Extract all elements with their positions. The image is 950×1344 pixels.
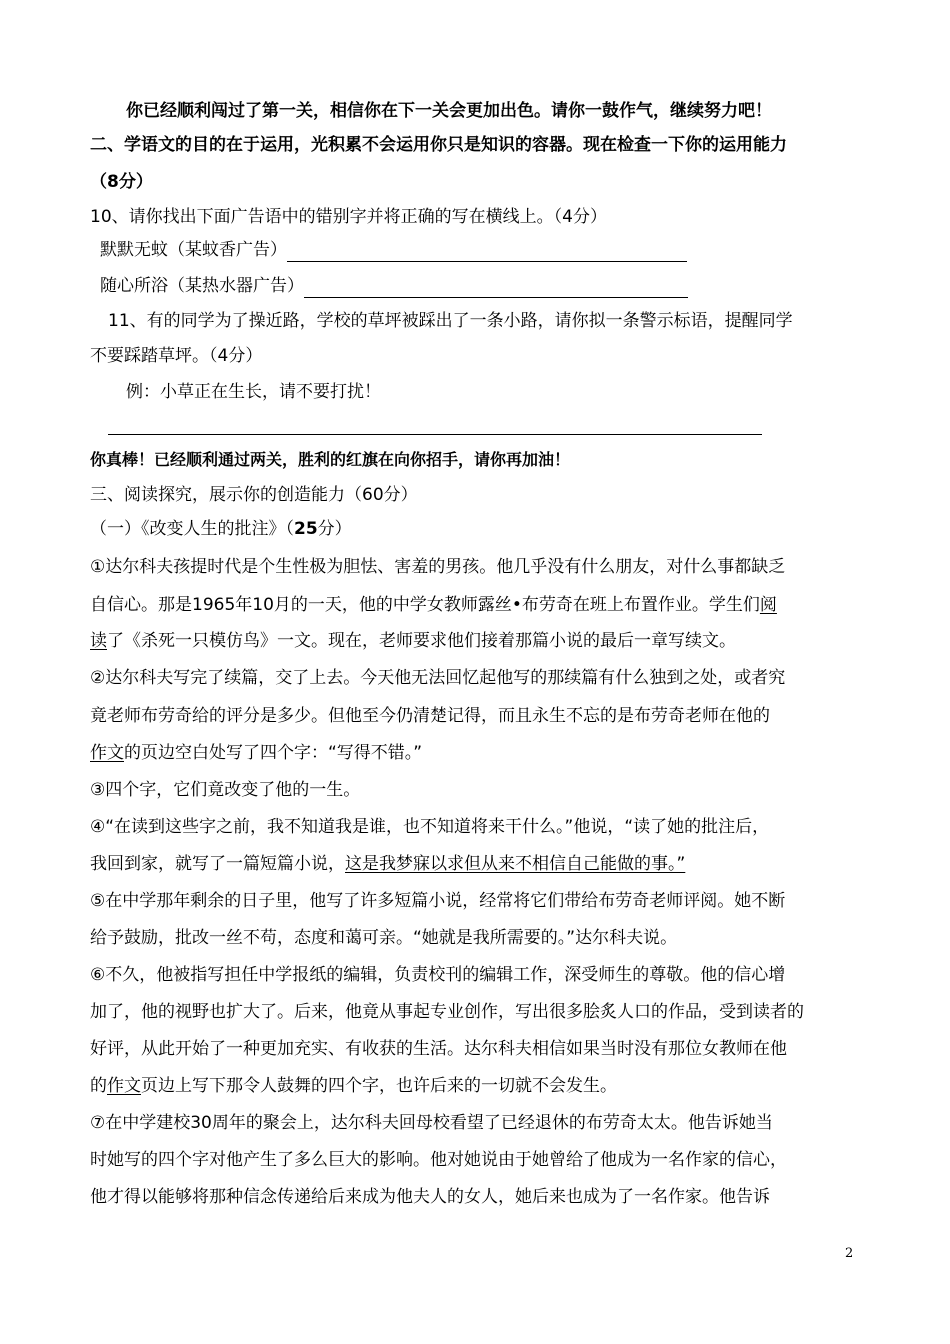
answer-blank-1[interactable] bbox=[287, 243, 687, 262]
paragraph-4-line-1: ④“在读到这些字之前，我不知道我是谁，也不知道将来干什么。”他说，“读了她的批注后， bbox=[90, 817, 770, 837]
paragraph-2-line-3-text: 的页边空白处写了四个字：“写得不错。” bbox=[124, 743, 423, 763]
underlined-word: 阅 bbox=[759, 595, 777, 615]
answer-blank-2[interactable] bbox=[304, 279, 688, 298]
section-3-title: 三、阅读探究，展示你的创造能力（60分） bbox=[90, 485, 418, 505]
underlined-sentence: 这是我梦寐以求但从来不相信自己能做的事。” bbox=[345, 854, 686, 874]
paragraph-1-line-1: ①达尔科夫孩提时代是个生性极为胆怯、害羞的男孩。他几乎没有什么朋友，对什么事都缺乏 bbox=[90, 557, 786, 577]
question-10-item-1 bbox=[100, 238, 880, 262]
paragraph-5-line-2: 给予鼓励，批改一丝不苟，态度和蔼可亲。“她就是我所需要的。”达尔科夫说。 bbox=[90, 928, 678, 948]
paragraph-7-line-3: 他才得以能够将那种信念传递给后来成为他夫人的女人，她后来也成为了一名作家。他告诉 bbox=[90, 1187, 770, 1207]
question-11-prompt-line-1: 11、有的同学为了操近路，学校的草坪被踩出了一条小路，请你拟一条警示标语，提醒同学 bbox=[108, 311, 793, 331]
paragraph-2-line-3 bbox=[90, 741, 870, 765]
question-10-item-2 bbox=[100, 274, 880, 298]
paragraph-2-line-2: 竟老师布劳奇给的评分是多少。但他至今仍清楚记得，而且永生不忘的是布劳奇老师在他的 bbox=[90, 706, 770, 726]
question-11-prompt-line-2: 不要踩踏草坪。（4分） bbox=[90, 346, 263, 366]
paragraph-6-line-1: ⑥不久，他被指写担任中学报纸的编辑，负责校刊的编辑工作，深受师生的尊敬。他的信心增 bbox=[90, 965, 786, 985]
encouragement-line-1: 你已经顺利闯过了第一关，相信你在下一关会更加出色。请你一鼓作气，继续努力吧！ bbox=[126, 101, 772, 121]
paragraph-1-line-3 bbox=[90, 629, 870, 653]
paragraph-1-line-3-text: 了《杀死一只模仿鸟》一文。现在，老师要求他们接着那篇小说的最后一章写续文。 bbox=[107, 631, 736, 651]
answer-line-11[interactable] bbox=[108, 434, 762, 435]
reading-1-title bbox=[90, 517, 870, 541]
paragraph-7-line-2: 时她写的四个字对他产生了多么巨大的影响。他对她说由于她曾给了他成为一名作家的信心， bbox=[90, 1150, 787, 1170]
underlined-word: 读 bbox=[90, 631, 107, 651]
paragraph-5-line-1: ⑤在中学那年剩余的日子里，他写了许多短篇小说，经常将它们带给布劳奇老师评阅。她不断 bbox=[90, 891, 786, 911]
paragraph-1-line-2 bbox=[90, 593, 870, 617]
encouragement-line-2: 你真棒！已经顺利通过两关，胜利的红旗在向你招手，请你再加油！ bbox=[90, 450, 571, 469]
paragraph-3: ③四个字，它们竟改变了他的一生。 bbox=[90, 780, 361, 800]
reading-1-score: 25 bbox=[294, 519, 318, 539]
paragraph-6-line-4 bbox=[90, 1074, 870, 1098]
question-10-item-1-text: 默默无蚊（某蚊香广告） bbox=[100, 240, 287, 260]
paragraph-6-line-3: 好评，从此开始了一种更加充实、有收获的生活。达尔科夫相信如果当时没有那位女教师在他 bbox=[90, 1039, 787, 1059]
reading-1-title-end: 分） bbox=[317, 519, 352, 539]
paragraph-4-line-2 bbox=[90, 852, 870, 876]
paragraph-7-line-1: ⑦在中学建校30周年的聚会上，达尔科夫回母校看望了已经退休的布劳奇太太。他告诉她当 bbox=[90, 1113, 773, 1133]
question-10-item-2-text: 随心所浴（某热水器广告） bbox=[100, 276, 304, 296]
section-2-title: 二、学语文的目的在于运用，光积累不会运用你只是知识的容器。现在检查一下你的运用能力 bbox=[90, 135, 787, 155]
paragraph-6-line-4-start: 的 bbox=[90, 1076, 107, 1096]
question-11-example: 例：小草正在生长，请不要打扰！ bbox=[126, 382, 381, 402]
underlined-word: 作文 bbox=[107, 1076, 141, 1096]
paragraph-6-line-4-text: 页边上写下那令人鼓舞的四个字，也许后来的一切就不会发生。 bbox=[141, 1076, 617, 1096]
paragraph-2-line-1: ②达尔科夫写完了续篇，交了上去。今天他无法回忆起他写的那续篇有什么独到之处，或者究 bbox=[90, 668, 786, 688]
section-2-score: （8分） bbox=[90, 172, 153, 192]
underlined-word: 作文 bbox=[90, 743, 124, 763]
question-10-prompt: 10、请你找出下面广告语中的错别字并将正确的写在横线上。（4分） bbox=[90, 207, 607, 227]
page-number: 2 bbox=[845, 1246, 854, 1261]
paragraph-1-line-2-text: 自信心。那是1965年10月的一天，他的中学女教师露丝•布劳奇在班上布置作业。学生们 bbox=[90, 595, 760, 615]
paragraph-6-line-2: 加了，他的视野也扩大了。后来，他竟从事起专业创作，写出很多脍炙人口的作品，受到读者的 bbox=[90, 1002, 804, 1022]
reading-1-title-text: （一）《改变人生的批注》（ bbox=[90, 519, 294, 539]
paragraph-4-line-2-text: 我回到家，就写了一篇短篇小说， bbox=[90, 854, 345, 874]
